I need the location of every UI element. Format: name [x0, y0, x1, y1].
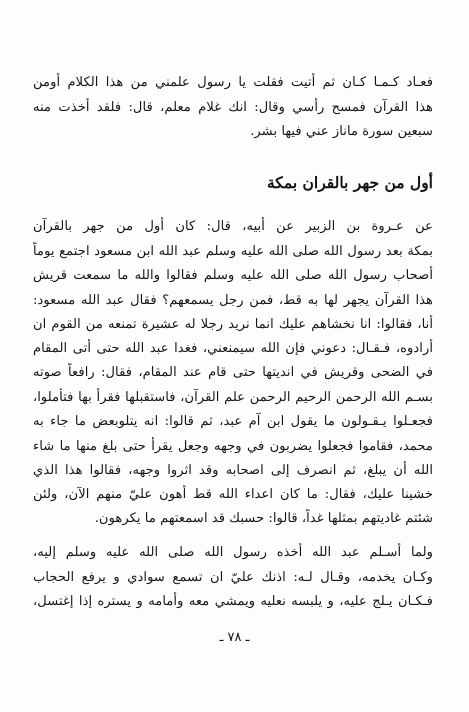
paragraph3-line-1: ولما أسـلم عبد الله أخذه رسول الله صلى الله عليه وسلم إليه،	[33, 545, 433, 560]
paragraph2-line-6: أرادوه، فـقـال: دعوني فإن الله سيمنعني، فغدا عبد الله حتى أتى المقام	[33, 341, 433, 356]
paragraph3-line-2: وكـان يخدمه، وقـال لـه: اذنك عليّ ان تسمع سوادي و يرفع الحجاب	[33, 570, 433, 585]
paragraph2-line-3: أصحاب رسول الله صلى الله عليه وسلم فقالوا والله ما سمعت قريش	[33, 268, 433, 283]
paragraph2-line-8: بسـم الله الرحمن الرحيم الرحمن علم القرآن، فاستقبلها فقرأ بها فتأملوا،	[33, 390, 433, 405]
paragraph2-line-9: فجعـلوا يـقـولون ما يقول ابن آم عبد، ثم قالوا: انه يتلوبعض ما جاء به	[33, 414, 433, 429]
paragraph1-line-2: هذا القرآن فمسح رأسي وقال: انك غلام معلم، قال: فلقد أخذت منه	[33, 100, 433, 115]
paragraph2-line-4: هذا القرآن يجهر لها به قط، فمن رجل يسمعهم؟ فقال عبد الله مسعود:	[33, 293, 433, 308]
section-heading: أول من جهر بالقران بمكة	[266, 173, 433, 192]
paragraph2-line-2: بمكة بعد رسول الله صلى الله عليه وسلم عبد الله ابن مسعود اجتمع يوماً	[33, 244, 433, 259]
paragraph2-line-10: محمد، فقاموا فجعلوا يضربون في وجهه وجعل يقرأ حتى بلغ منها ما شاء	[33, 439, 433, 454]
paragraph3-line-3: فـكـان يـلج عليه، و يلبسه نعليه ويمشي معه وأمامه و يستره إذا إغتسل،	[33, 594, 433, 609]
page-number: ـ ٧٨ ـ	[219, 630, 250, 645]
paragraph2-line-7: في الضحى وقريش في انديتها حتى قام عند المقام، فقال: رافعاً صوته	[33, 365, 433, 380]
paragraph1-line-3: سبعين سورة ماناز عني فيها بشر.	[250, 124, 433, 139]
paragraph2-line-12: خشينا عليك، فقال: ما كان اعداء الله قط أهون عليّ منهم الآن، ولئن	[33, 487, 433, 502]
paragraph2-line-1: عن عـروة بن الزبير عن أبيه، قال: كان أول من جهر بالقرآن	[33, 219, 433, 234]
paragraph2-line-5: أنا، فقالوا: انا نخشاهم عليك انما نريد رجلا له عشيرة تمنعه من القوم ان	[33, 317, 433, 332]
paragraph2-line-11: الله أن يبلغ، ثم انصرف إلى اصحابه وقد اثروا وجهه، فقالوا هذا الذي	[33, 463, 433, 478]
paragraph1-line-1: فعـاد كـمـا كـان ثم أتيت فقلت يا رسول علمني من هذا الكلام أومن	[33, 75, 433, 90]
paragraph2-line-13: شئتم غاديتهم بمثلها غداً، قالوا: حسبك قد اسمعتهم ما يكرهون.	[94, 511, 433, 526]
